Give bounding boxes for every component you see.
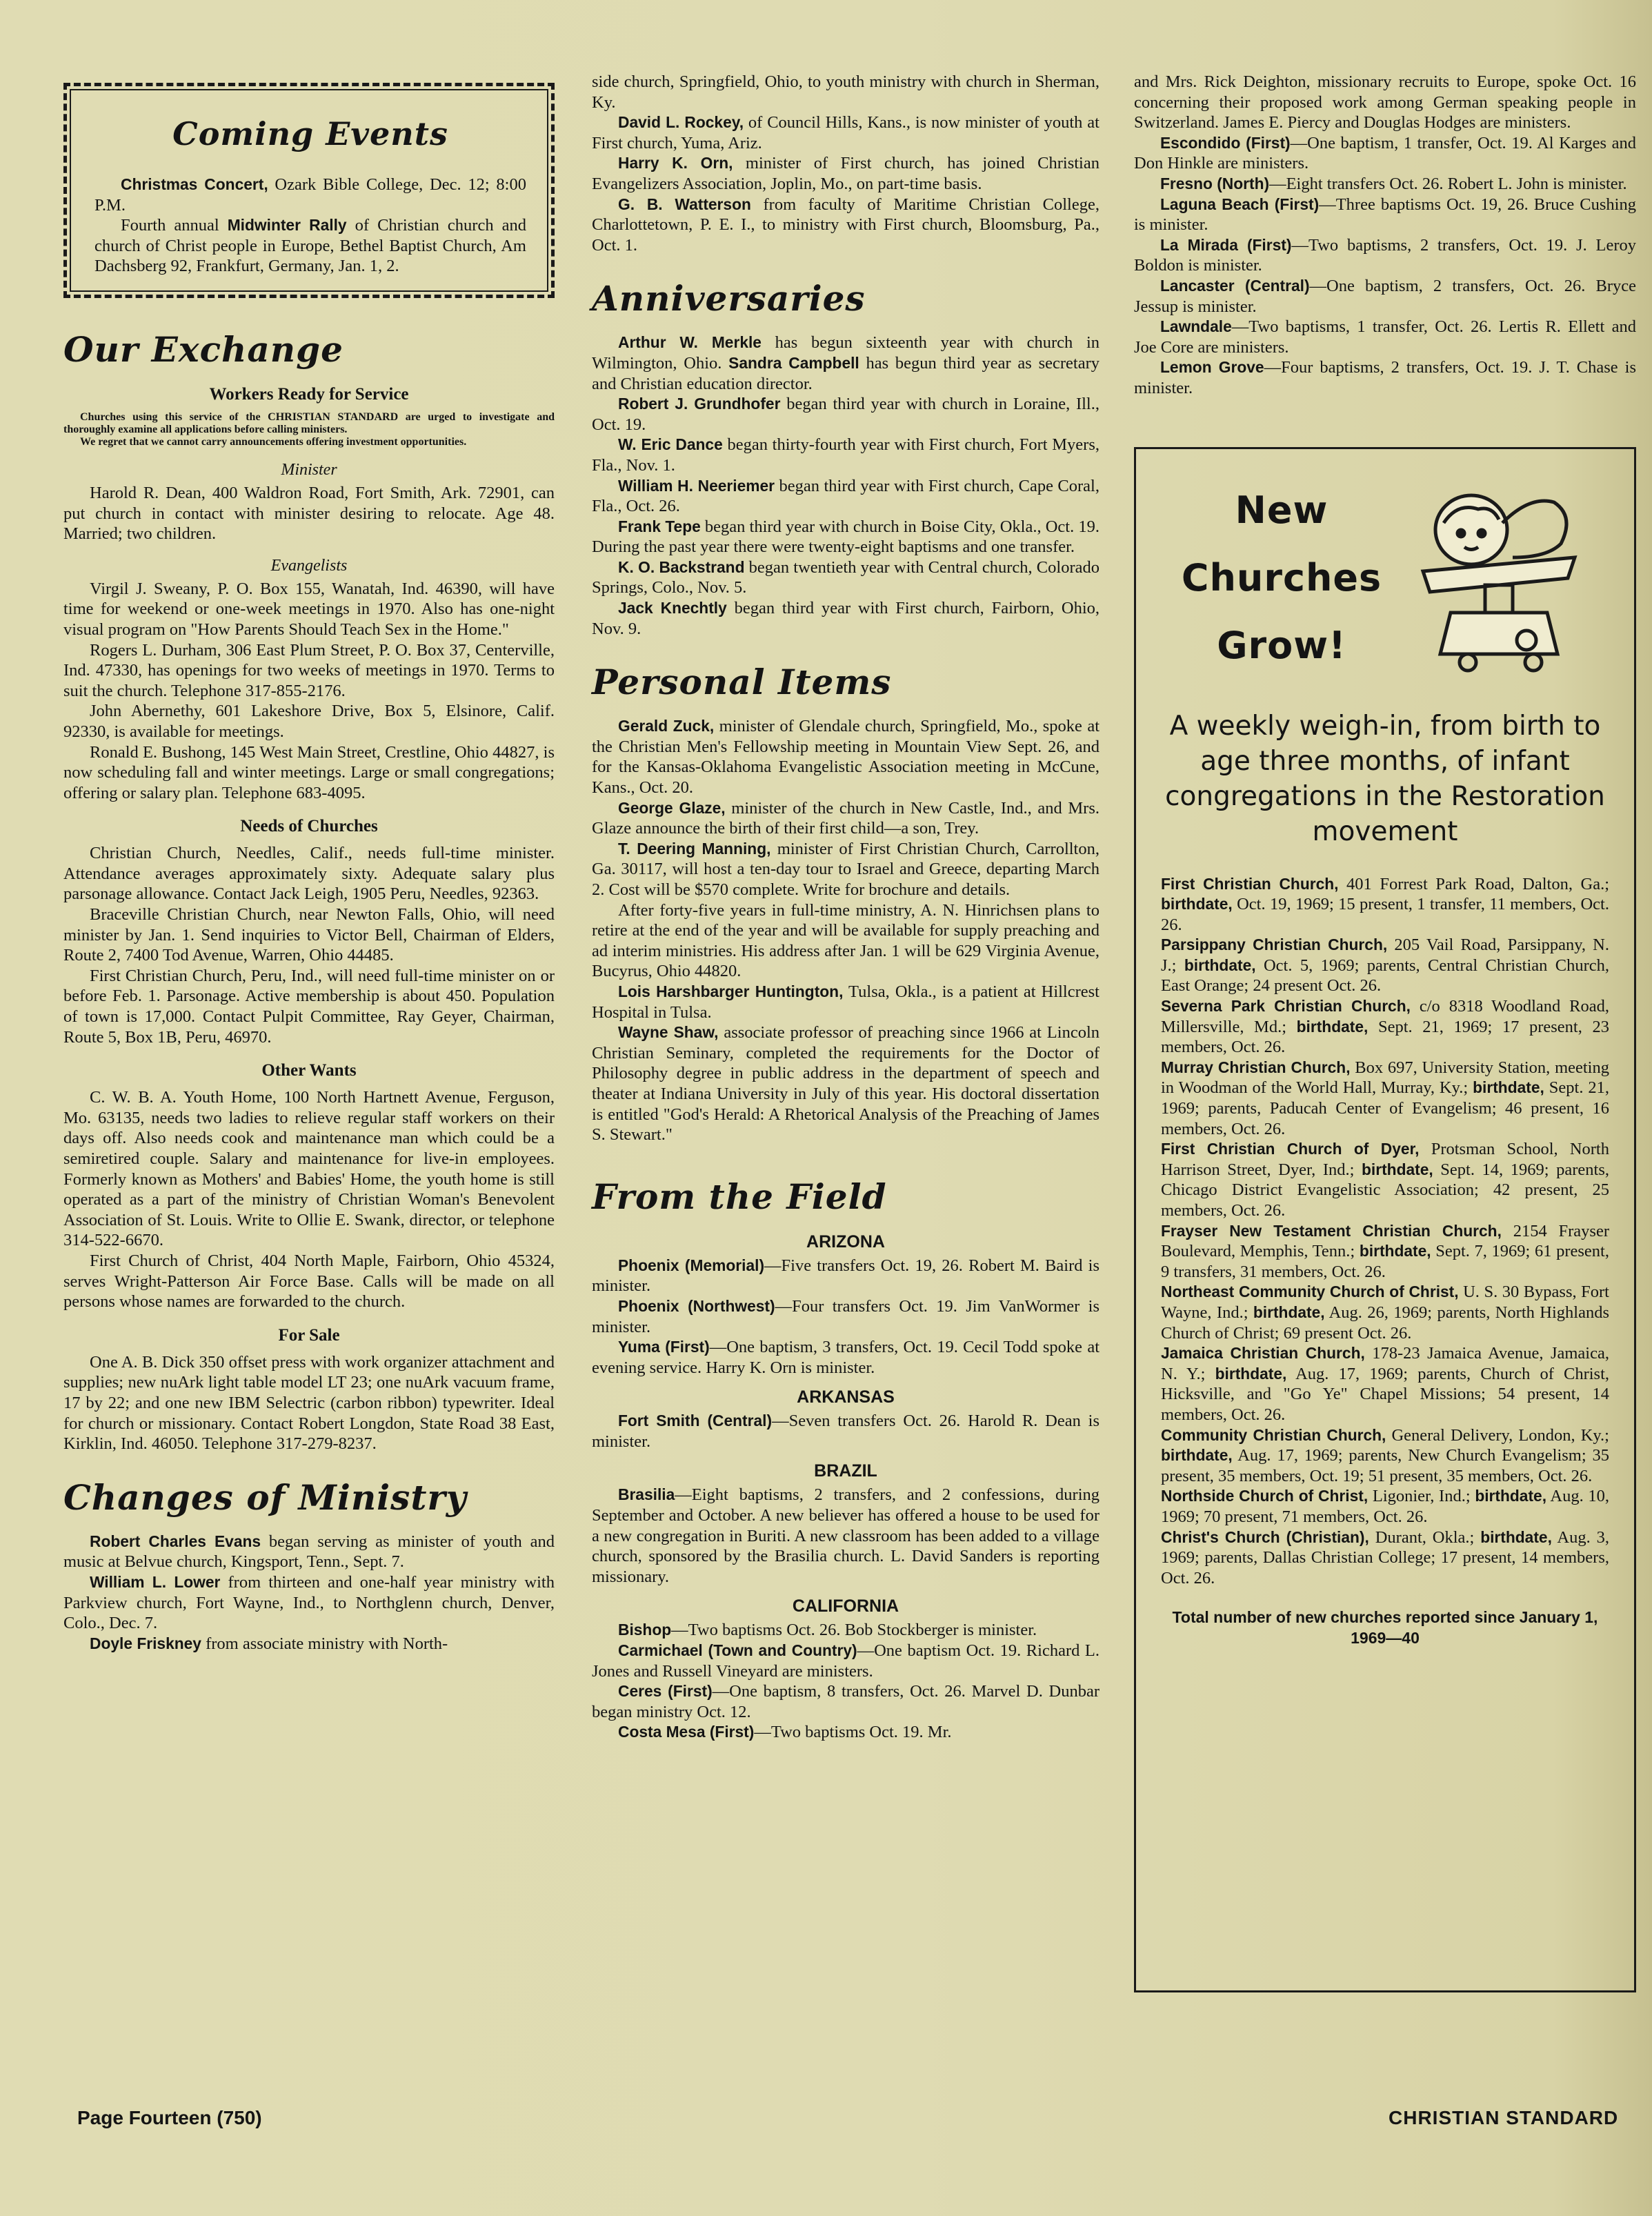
news-item: W. Eric Dance began thirty-fourth year with First church, Fort Myers, Fla., Nov. 1. — [592, 435, 1099, 475]
right-column — [1134, 72, 1636, 1992]
middle-column — [592, 72, 1099, 1743]
new-churches-header — [1161, 477, 1609, 680]
left-column — [63, 83, 555, 1654]
baby-on-scale-icon — [1409, 482, 1589, 675]
news-item: Doyle Friskney from associate ministry with North- — [90, 1634, 448, 1653]
listing-paragraph: Virgil J. Sweany, P. O. Box 155, Wanatah, Ind. 46390, will have time for weekend or one-week meetings in 1970. Also has one-night visual program on "How Parents Should Teach Sex in the Home." — [63, 579, 555, 639]
anniversaries-title: Anniversaries — [592, 278, 866, 319]
workers-heading: Workers Ready for Service — [209, 384, 409, 404]
news-item: Frank Tepe began third year with church in Boise City, Okla., Oct. 19. During the past year there were twenty-eight baptisms and one transfer. — [592, 517, 1100, 557]
church-entry: Severna Park Christian Church, c/o 8318 Woodland Road, Millersville, Md.; birthdate, Sept. 21, 1969; 17 present, 23 members, Oct. 26. — [1161, 997, 1609, 1057]
minister-heading: Minister — [281, 460, 337, 479]
news-item: T. Deering Manning, minister of First Christian Church, Carrollton, Ga. 30117, will host a ten-day tour to Israel and Greece, departing March 2. Cost will be $570 complete. Write for brochure and details. — [592, 839, 1099, 899]
notice-text: We regret that we cannot carry announcements offering investment opportunities. — [80, 435, 467, 448]
church-entry: Christ's Church (Christian), Durant, Okla.; birthdate, Aug. 3, 1969; parents, Dallas Christian College; 17 present, 14 members, Oct. 26. — [1161, 1527, 1609, 1587]
personal-items-title: Personal Items — [592, 662, 892, 703]
field-report: Ceres (First)—One baptism, 8 transfers, Oct. 26. Marvel D. Dunbar began ministry Oct. 12. — [592, 1682, 1099, 1721]
evangelists-heading: Evangelists — [270, 556, 348, 575]
church-entry: Murray Christian Church, Box 697, University Station, meeting in Woodman of the World Hall, Murray, Ky.; birthdate, Sept. 21, 1969; parents, Paducah Center of Evangelism; 46 present, 16 members, Oct. 26. — [1161, 1058, 1609, 1138]
news-item: William L. Lower from thirteen and one-half year ministry with Parkview church, Fort Wayne, Ind., to Northglenn church, Denver, Colo., Dec. 7. — [63, 1572, 555, 1633]
church-entry: Community Christian Church, General Delivery, London, Ky.; birthdate, Aug. 17, 1969; parents, New Church Evangelism; 35 present, 35 members, Oct. 19; 51 present, 35 members, Oct. 26. — [1161, 1425, 1609, 1485]
field-report: La Mirada (First)—Two baptisms, 2 transfers, Oct. 19. J. Leroy Boldon is minister. — [1134, 235, 1636, 275]
listing-paragraph: C. W. B. A. Youth Home, 100 North Hartnett Avenue, Ferguson, Mo. 63135, needs two ladies to relieve regular staff workers on their days off. Also needs cook and maintenance man which could be a semiretired couple. Salary and maintenance for live-in employees. Formerly known as Mothers' and Babies' Home, the youth home is still operated as a part of the ministry of Christian Woman's Benevolent Association of St. Louis. Write to Ollie E. Swank, director, or telephone 314-522-6670. — [63, 1088, 555, 1250]
listing-paragraph: First Church of Christ, 404 North Maple, Fairborn, Ohio 45324, serves Wright-Patterson Air Force Base. Calls will be made on all persons whose names are forwarded to the church. — [63, 1251, 555, 1312]
event-item: Fourth annual Midwinter Rally of Christian church and church of Christ people in Europe, Bethel Baptist Church, Am Dachsberg 92, Frankfurt, Germany, Jan. 1, 2. — [94, 216, 526, 276]
field-report: Bishop—Two baptisms Oct. 26. Bob Stockberger is minister. — [618, 1621, 1037, 1640]
field-report: Fort Smith (Central)—Seven transfers Oct. 26. Harold R. Dean is minister. — [592, 1412, 1099, 1451]
coming-events-box — [63, 83, 555, 298]
field-report: Phoenix (Memorial)—Five transfers Oct. 19, 26. Robert M. Baird is minister. — [592, 1256, 1099, 1296]
news-item: David L. Rockey, of Council Hills, Kans., is now minister of youth at First church, Yuma, Ariz. — [592, 113, 1099, 152]
state-heading: CALIFORNIA — [792, 1596, 899, 1616]
listing-paragraph: First Christian Church, Peru, Ind., will need full-time minister on or before Feb. 1. Parsonage. Active membership is about 450. Population of town is 17,000. Contact Pulpit Committee, Ray Geyer, Chairman, Route 5, Box 1B, Peru, 46970. — [63, 966, 555, 1047]
state-heading: ARIZONA — [806, 1231, 885, 1252]
continued-text: and Mrs. Rick Deighton, missionary recruits to Europe, spoke Oct. 16 concerning their proposed work among German speaking people in Switzerland. James E. Piercy and Douglas Hodges are ministers. — [1134, 72, 1636, 132]
new-churches-title: New Churches Grow! — [1181, 488, 1382, 667]
field-report: Fresno (North)—Eight transfers Oct. 26. Robert L. John is minister. — [1160, 174, 1627, 193]
field-report: Lemon Grove—Four baptisms, 2 transfers, Oct. 19. J. T. Chase is minister. — [1134, 358, 1637, 397]
listing-paragraph: Christian Church, Needles, Calif., needs full-time minister. Attendance averages approximately sixty. Adequate salary plus parsonage allowance. Contact Jack Leigh, 1905 Peru, Needles, 92363. — [63, 844, 555, 904]
field-report: Laguna Beach (First)—Three baptisms Oct. 19, 26. Bruce Cushing is minister. — [1134, 195, 1636, 235]
listing-paragraph: Rogers L. Durham, 306 East Plum Street, P. O. Box 37, Centerville, Ind. 47330, has openings for two weeks of meetings in 1970. Terms to suit the church. Telephone 317-855-2176. — [63, 640, 555, 700]
continued-text: side church, Springfield, Ohio, to youth ministry with church in Sherman, Ky. — [592, 72, 1099, 112]
notice-text: Churches using this service of the CHRISTIAN STANDARD are urged to investigate and thoroughly examine all applications before calling ministers. — [63, 410, 555, 435]
publication-name: CHRISTIAN STANDARD — [1389, 2107, 1619, 2128]
new-churches-box — [1134, 447, 1636, 1992]
news-item: K. O. Backstrand began twentieth year with Central church, Colorado Springs, Colo., Nov. 5. — [592, 557, 1099, 597]
from-the-field-title: From the Field — [592, 1176, 887, 1217]
changes-of-ministry-title: Changes of Ministry — [63, 1476, 467, 1518]
our-exchange-title: Our Exchange — [63, 328, 344, 370]
state-heading: BRAZIL — [814, 1461, 877, 1481]
news-item: Jack Knechtly began third year with First church, Fairborn, Ohio, Nov. 9. — [592, 599, 1099, 638]
news-item: William H. Neeriemer began third year with First church, Cape Coral, Fla., Oct. 26. — [592, 476, 1099, 516]
church-entry: Parsippany Christian Church, 205 Vail Road, Parsippany, N. J.; birthdate, Oct. 5, 1969; parents, Central Christian Church, East Orange; 24 present Oct. 26. — [1161, 936, 1610, 996]
church-entry: First Christian Church of Dyer, Protsman School, North Harrison Street, Dyer, Ind.; birthdate, Sept. 14, 1969; parents, Chicago District Evangelistic Association; 42 present, 25 members, Oct. 26. — [1161, 1140, 1609, 1220]
field-report: Costa Mesa (First)—Two baptisms Oct. 19. Mr. — [618, 1723, 952, 1742]
news-item: Arthur W. Merkle has begun sixteenth year with church in Wilmington, Ohio. Sandra Campbell has begun third year as secretary and Christian education director. — [592, 333, 1100, 393]
field-report: Yuma (First)—One baptism, 3 transfers, Oct. 19. Cecil Todd spoke at evening service. Harry K. Orn is minister. — [592, 1338, 1100, 1377]
news-item: Harry K. Orn, minister of First church, has joined Christian Evangelizers Association, Joplin, Mo., on part-time basis. — [592, 154, 1099, 193]
news-item: Wayne Shaw, associate professor of preaching since 1966 at Lincoln Christian Seminary, completed the requirements for the Doctor of Philosophy degree in public address in the department of speech and theater at Indiana University in July of this year. His doctoral dissertation is entitled "God's Herald: A Rhetorical Analysis of the Preaching of James S. Stewart." — [592, 1023, 1100, 1145]
news-item: After forty-five years in full-time ministry, A. N. Hinrichsen plans to retire at the end of the year and will be available for supply preaching and ad interim ministries. His address after Jan. 1 will be 629 Virginia Avenue, Bucyrus, Ohio 44820. — [592, 900, 1099, 981]
church-entry: Northside Church of Christ, Ligonier, Ind.; birthdate, Aug. 10, 1969; 70 present, 71 members, Oct. 26. — [1161, 1487, 1610, 1526]
news-item: G. B. Watterson from faculty of Maritime Christian College, Charlottetown, P. E. I., to ministry with First church, Bloomsburg, Pa., Oct. 1. — [592, 195, 1099, 255]
page-number: Page Fourteen (750) — [77, 2107, 262, 2128]
for-sale-heading: For Sale — [278, 1325, 340, 1345]
news-item: Gerald Zuck, minister of Glendale church, Springfield, Mo., spoke at the Christian Men's Fellowship meeting in Mountain View Sept. 26, and for the Kansas-Oklahoma Evangelistic Association meeting in McCune, Kans., Oct. 20. — [592, 717, 1100, 798]
state-heading: ARKANSAS — [797, 1387, 895, 1407]
church-entry: Northeast Community Church of Christ, U. S. 30 Bypass, Fort Wayne, Ind.; birthdate, Aug. 26, 1969; parents, North Highlands Church of Christ; 69 present Oct. 26. — [1161, 1283, 1609, 1343]
new-churches-subtitle: A weekly weigh-in, from birth to age three months, of infant congregations in the Restoration movement — [1165, 710, 1605, 847]
field-report: Carmichael (Town and Country)—One baptism Oct. 19. Richard L. Jones and Russell Vineyard are ministers. — [592, 1641, 1099, 1681]
field-report: Phoenix (Northwest)—Four transfers Oct. 19. Jim VanWormer is minister. — [592, 1296, 1099, 1336]
needs-heading: Needs of Churches — [240, 817, 378, 836]
listing-paragraph: John Abernethy, 601 Lakeshore Drive, Box 5, Elsinore, Calif. 92330, is available for meetings. — [63, 702, 555, 741]
total-new-churches: Total number of new churches reported since January 1, 1969—40 — [1172, 1608, 1598, 1647]
field-report: Lancaster (Central)—One baptism, 2 transfers, Oct. 26. Bryce Jessup is minister. — [1134, 276, 1637, 316]
listing-paragraph: Braceville Christian Church, near Newton Falls, Ohio, will need minister by Jan. 1. Send inquiries to Victor Bell, Chairman of Elders, Route 2, 7400 Tod Avenue, Warren, Ohio 44485. — [63, 905, 555, 965]
listing-paragraph: Ronald E. Bushong, 145 West Main Street, Crestline, Ohio 44827, is now scheduling fall and winter meetings. Large or small congregations; offering or salary plan. Telephone 683-4095. — [63, 742, 555, 802]
news-item: Lois Harshbarger Huntington, Tulsa, Okla., is a patient at Hillcrest Hospital in Tulsa. — [592, 982, 1099, 1022]
field-report: Lawndale—Two baptisms, 1 transfer, Oct. 26. Lertis R. Ellett and Joe Core are ministers. — [1134, 317, 1636, 357]
church-entry: Jamaica Christian Church, 178-23 Jamaica Avenue, Jamaica, N. Y.; birthdate, Aug. 17, 1969; parents, Church of Christ, Hicksville, and "Go Ye" Chapel Missions; 54 present, 14 members, Oct. 26. — [1161, 1344, 1609, 1424]
news-item: Robert J. Grundhofer began third year with church in Loraine, Ill., Oct. 19. — [592, 395, 1099, 434]
listing-paragraph: One A. B. Dick 350 offset press with work organizer attachment and supplies; new nuArk light table model LT 23; one nuArk vacuum frame, 17 by 22; and one new IBM Selectric (carbon ribbon) typewriter. Ideal for church or missionary. Contact Robert Longdon, State Road 38 East, Kirklin, Ind. 46050. Telephone 317-279-8237. — [63, 1352, 555, 1454]
church-entry: Frayser New Testament Christian Church, 2154 Frayser Boulevard, Memphis, Tenn.; birthdate, Sept. 7, 1969; 61 present, 9 transfers, 31 members, Oct. 26. — [1161, 1221, 1609, 1281]
news-item: Robert Charles Evans began serving as minister of youth and music at Belvue church, Kingsport, Tenn., Sept. 7. — [63, 1532, 555, 1572]
church-entry: First Christian Church, 401 Forrest Park Road, Dalton, Ga.; birthdate, Oct. 19, 1969; 15 present, 1 transfer, 11 members, Oct. 26. — [1161, 874, 1609, 934]
field-report: Escondido (First)—One baptism, 1 transfer, Oct. 19. Al Karges and Don Hinkle are ministers. — [1134, 133, 1637, 173]
news-item: George Glaze, minister of the church in New Castle, Ind., and Mrs. Glaze announce the birth of their first child—a son, Trey. — [592, 798, 1100, 838]
listing-paragraph: Harold R. Dean, 400 Waldron Road, Fort Smith, Ark. 72901, can put church in contact with minister desiring to relocate. Age 48. Married; two children. — [63, 483, 555, 544]
event-item: Christmas Concert, Ozark Bible College, Dec. 12; 8:00 P.M. — [94, 175, 526, 215]
coming-events-title: Coming Events — [172, 115, 448, 152]
field-report: Brasilia—Eight baptisms, 2 transfers, and 2 confessions, during September and October. A new believer has offered a house to be used for a new congregation in Buriti. A new classroom has been added to a village church, sponsored by the Brasilia church. L. David Sanders is reporting missionary. — [592, 1485, 1099, 1586]
other-wants-heading: Other Wants — [261, 1061, 357, 1080]
